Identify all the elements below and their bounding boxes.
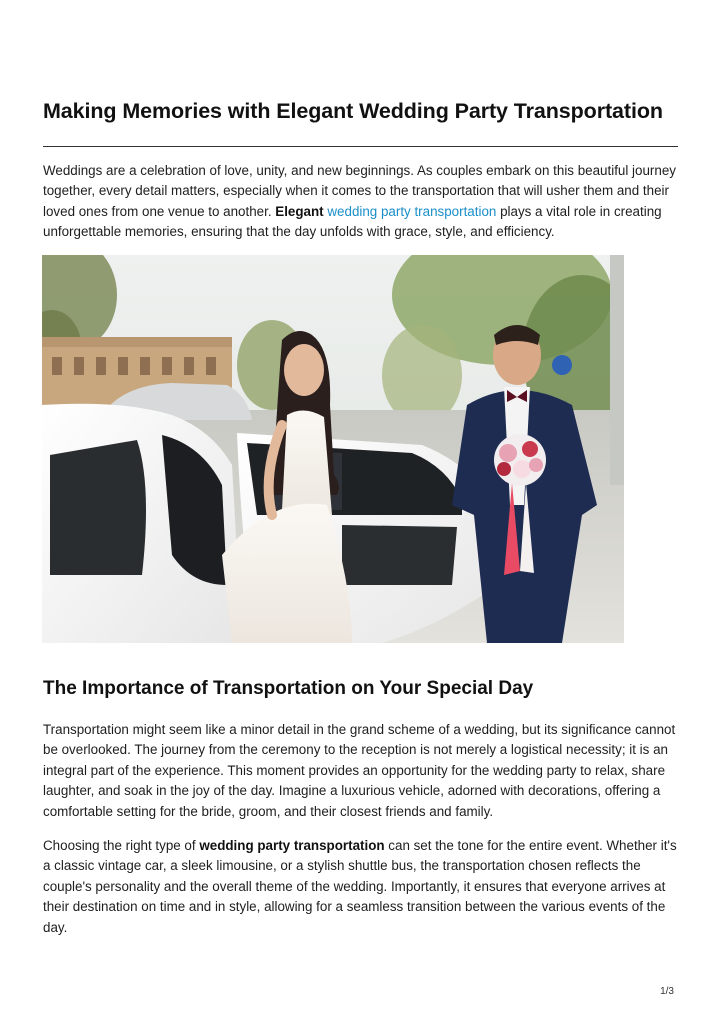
intro-text-1: Weddings are a celebration of love, unity, and new beginnings. As couples embark on this beautiful journey together, every detail matters, especially when it comes to the transportation that will usher them and their loved ones from one venue to another.	[43, 163, 676, 219]
choosing-paragraph	[43, 836, 683, 938]
importance-paragraph: Transportation might seem like a minor detail in the grand scheme of a wedding, but its significance cannot be overlooked. The journey from the ceremony to the reception is not merely a logistical necessity; it is an integral part of the experience. This moment provides an opportunity for the wedding party to relax, share laughter, and soak in the joy of the day. Imagine a luxurious vehicle, adorned with decorations, offering a comfortable setting for the bride, groom, and their closest friends and family.	[43, 722, 676, 819]
choosing-text-1: Choosing the right type of	[43, 838, 200, 853]
title-divider	[43, 146, 678, 147]
choosing-bold-phrase: wedding party transportation	[199, 838, 385, 853]
wedding-couple-photo	[42, 255, 624, 643]
page-number: 1/3	[660, 986, 674, 997]
intro-bold-word: Elegant	[275, 203, 324, 219]
choosing-text-2: can set the tone for the entire event. Whether it's a classic vintage car, a sleek limousine, or a stylish shuttle bus, the transportation chosen reflects the couple's personality and the overall theme of the wedding. Importantly, it ensures that everyone arrives at their destination on time and in style, allowing for a seamless transition between the various events of the day.	[43, 838, 677, 935]
page-title: Making Memories with Elegant Wedding Party Transportation	[43, 99, 663, 123]
intro-text-2: plays a vital role in creating unforgettable memories, ensuring that the day unfolds with grace, style, and efficiency.	[43, 203, 662, 240]
wedding-transportation-link[interactable]: wedding party transportation	[327, 203, 497, 219]
intro-paragraph	[43, 161, 683, 243]
section-heading: The Importance of Transportation on Your Special Day	[43, 678, 534, 699]
